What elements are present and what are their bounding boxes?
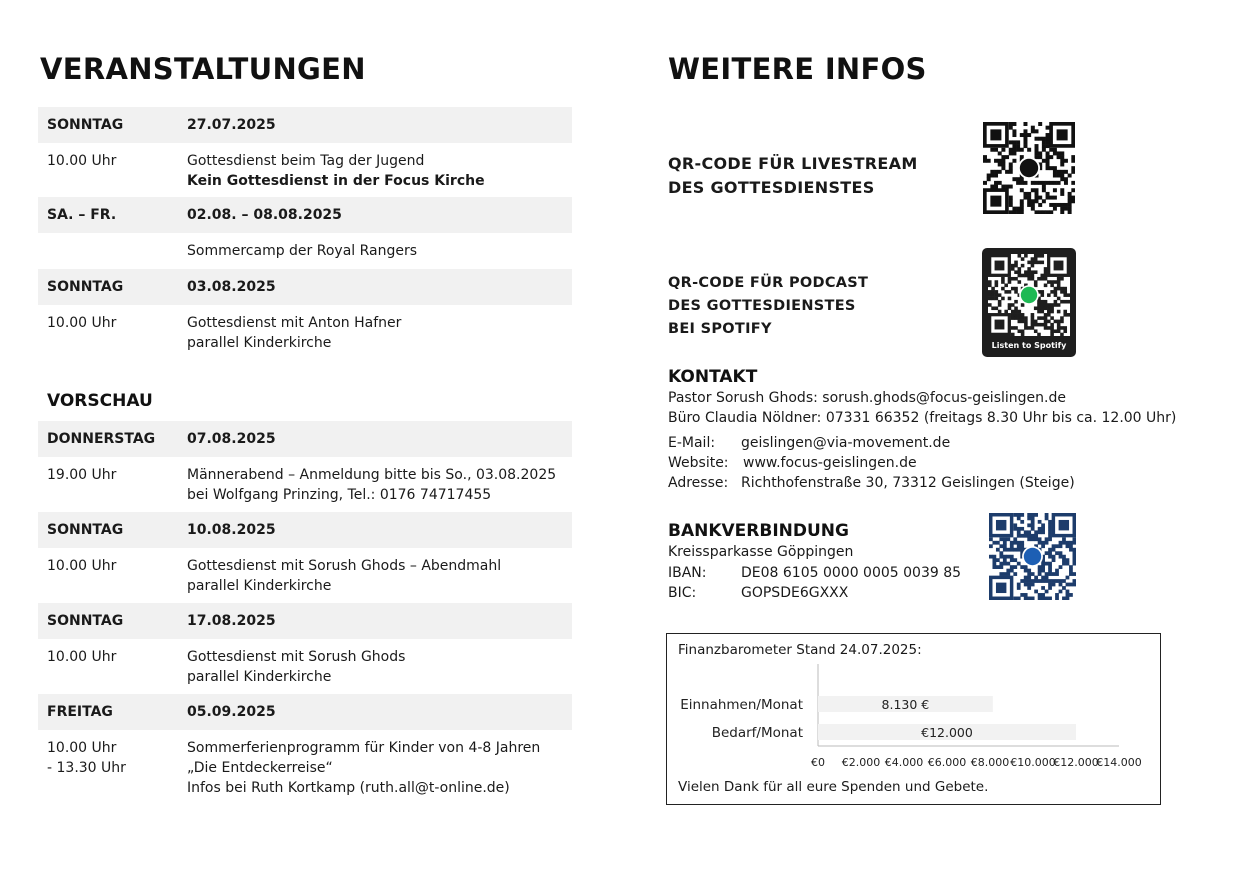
- day-row: [38, 197, 572, 233]
- event-line: Sommercamp der Royal Rangers: [187, 243, 418, 259]
- preview-table: [38, 421, 572, 806]
- event-line: Kein Gottesdienst in der Focus Kirche: [187, 173, 485, 189]
- day-row: [38, 269, 572, 305]
- events-title: VERANSTALTUNGEN: [40, 52, 366, 86]
- event-line: „Die Entdeckerreise“: [187, 760, 333, 776]
- contact-address-label: Adresse:: [668, 475, 729, 491]
- day-label: DONNERSTAG: [47, 431, 156, 447]
- event-time: 10.00 Uhr: [47, 315, 117, 331]
- event-line: Sommerferienprogramm für Kinder von 4-8 Jahren: [187, 740, 541, 756]
- day-label: SONNTAG: [47, 522, 124, 538]
- category-label: Bedarf/Monat: [711, 725, 803, 741]
- bank-title: BANKVERBINDUNG: [668, 521, 849, 541]
- day-label: SONNTAG: [47, 117, 124, 133]
- event-row: [38, 639, 572, 694]
- day-date: 02.08. – 08.08.2025: [187, 207, 342, 223]
- spotify-caption: Listen to Spotify: [991, 341, 1067, 350]
- finance-heading: Finanzbarometer Stand 24.07.2025:: [678, 642, 922, 658]
- event-line: bei Wolfgang Prinzing, Tel.: 0176 74717455: [187, 487, 492, 503]
- bank-bic: GOPSDE6GXXX: [741, 585, 849, 601]
- day-row: [38, 512, 572, 548]
- day-date: 17.08.2025: [187, 613, 276, 629]
- event-line: parallel Kinderkirche: [187, 335, 332, 351]
- bank-iban-label: IBAN:: [668, 565, 707, 581]
- contact-website[interactable]: www.focus-geislingen.de: [743, 455, 917, 471]
- qr-livestream-label: [668, 152, 918, 200]
- event-row: [38, 305, 572, 359]
- tick-label: €12.000: [1053, 756, 1099, 769]
- event-line: Gottesdienst mit Anton Hafner: [187, 315, 402, 331]
- tick-label: €4.000: [884, 756, 924, 769]
- event-row: [38, 233, 572, 269]
- event-line: Infos bei Ruth Kortkamp (ruth.all@t-online.de): [187, 780, 510, 796]
- bank-bic-label: BIC:: [668, 585, 697, 601]
- contact-website-label: Website:: [668, 455, 729, 471]
- event-line: Gottesdienst mit Sorush Ghods – Abendmahl: [187, 558, 502, 574]
- contact-email[interactable]: geislingen@via-movement.de: [741, 435, 951, 451]
- contact-pastor: Pastor Sorush Ghods: sorush.ghods@focus-geislingen.de: [668, 390, 1066, 406]
- event-line: parallel Kinderkirche: [187, 669, 332, 685]
- qr-code-spotify: [988, 254, 1070, 336]
- event-line: Gottesdienst mit Sorush Ghods: [187, 649, 406, 665]
- event-time: 10.00 Uhr: [47, 558, 117, 574]
- finance-barometer: [666, 633, 1161, 805]
- event-time: 10.00 Uhr: [47, 153, 117, 169]
- event-row: [38, 548, 572, 603]
- day-date: 07.08.2025: [187, 431, 276, 447]
- day-row: [38, 603, 572, 639]
- qr-livestream-line: QR-CODE FÜR LIVESTREAM: [668, 154, 918, 173]
- event-time: 19.00 Uhr: [47, 467, 117, 483]
- event-time: - 13.30 Uhr: [47, 760, 126, 776]
- qr-code-paypal[interactable]: [989, 513, 1076, 600]
- day-date: 10.08.2025: [187, 522, 276, 538]
- day-label: SONNTAG: [47, 279, 124, 295]
- event-time: 10.00 Uhr: [47, 649, 117, 665]
- day-row: [38, 421, 572, 457]
- event-line: Männerabend – Anmeldung bitte bis So., 03.08.2025: [187, 467, 557, 483]
- data-label: 8.130 €: [881, 697, 930, 712]
- category-label: Einnahmen/Monat: [680, 697, 803, 713]
- event-row: [38, 730, 572, 806]
- day-date: 03.08.2025: [187, 279, 276, 295]
- event-line: Gottesdienst beim Tag der Jugend: [187, 153, 425, 169]
- tick-label: €8.000: [970, 756, 1010, 769]
- preview-title: VORSCHAU: [47, 391, 153, 411]
- events-table: [38, 107, 572, 359]
- qr-podcast-line: DES GOTTESDIENSTES: [668, 298, 856, 314]
- finance-footer: Vielen Dank für all eure Spenden und Gebete.: [678, 779, 989, 795]
- contact-address: Richthofenstraße 30, 73312 Geislingen (Steige): [741, 475, 1075, 491]
- event-time: 10.00 Uhr: [47, 740, 117, 756]
- info-title: WEITERE INFOS: [668, 52, 927, 86]
- day-date: 27.07.2025: [187, 117, 276, 133]
- day-label: FREITAG: [47, 704, 113, 720]
- qr-podcast-line: BEI SPOTIFY: [668, 321, 772, 337]
- tick-label: €14.000: [1096, 756, 1142, 769]
- day-row: [38, 107, 572, 143]
- qr-livestream-line: DES GOTTESDIENSTES: [668, 178, 875, 197]
- contact-office: Büro Claudia Nöldner: 07331 66352 (freitags 8.30 Uhr bis ca. 12.00 Uhr): [668, 410, 1177, 426]
- qr-code-livestream[interactable]: [983, 122, 1075, 214]
- tick-label: €2.000: [841, 756, 881, 769]
- tick-label: €0: [811, 756, 825, 769]
- day-date: 05.09.2025: [187, 704, 276, 720]
- spotify-code-card[interactable]: [982, 248, 1076, 357]
- bank-name: Kreissparkasse Göppingen: [668, 544, 854, 560]
- qr-podcast-label: [668, 272, 868, 341]
- contact-title: KONTAKT: [668, 367, 758, 387]
- data-label: €12.000: [921, 725, 973, 740]
- tick-label: €10.000: [1010, 756, 1056, 769]
- bank-iban: DE08 6105 0000 0005 0039 85: [741, 565, 962, 581]
- day-label: SA. – FR.: [47, 207, 117, 223]
- tick-label: €6.000: [927, 756, 967, 769]
- contact-email-label: E-Mail:: [668, 435, 716, 451]
- event-line: parallel Kinderkirche: [187, 578, 332, 594]
- day-row: [38, 694, 572, 730]
- qr-podcast-line: QR-CODE FÜR PODCAST: [668, 275, 869, 291]
- event-row: [38, 143, 572, 197]
- event-row: [38, 457, 572, 512]
- day-label: SONNTAG: [47, 613, 124, 629]
